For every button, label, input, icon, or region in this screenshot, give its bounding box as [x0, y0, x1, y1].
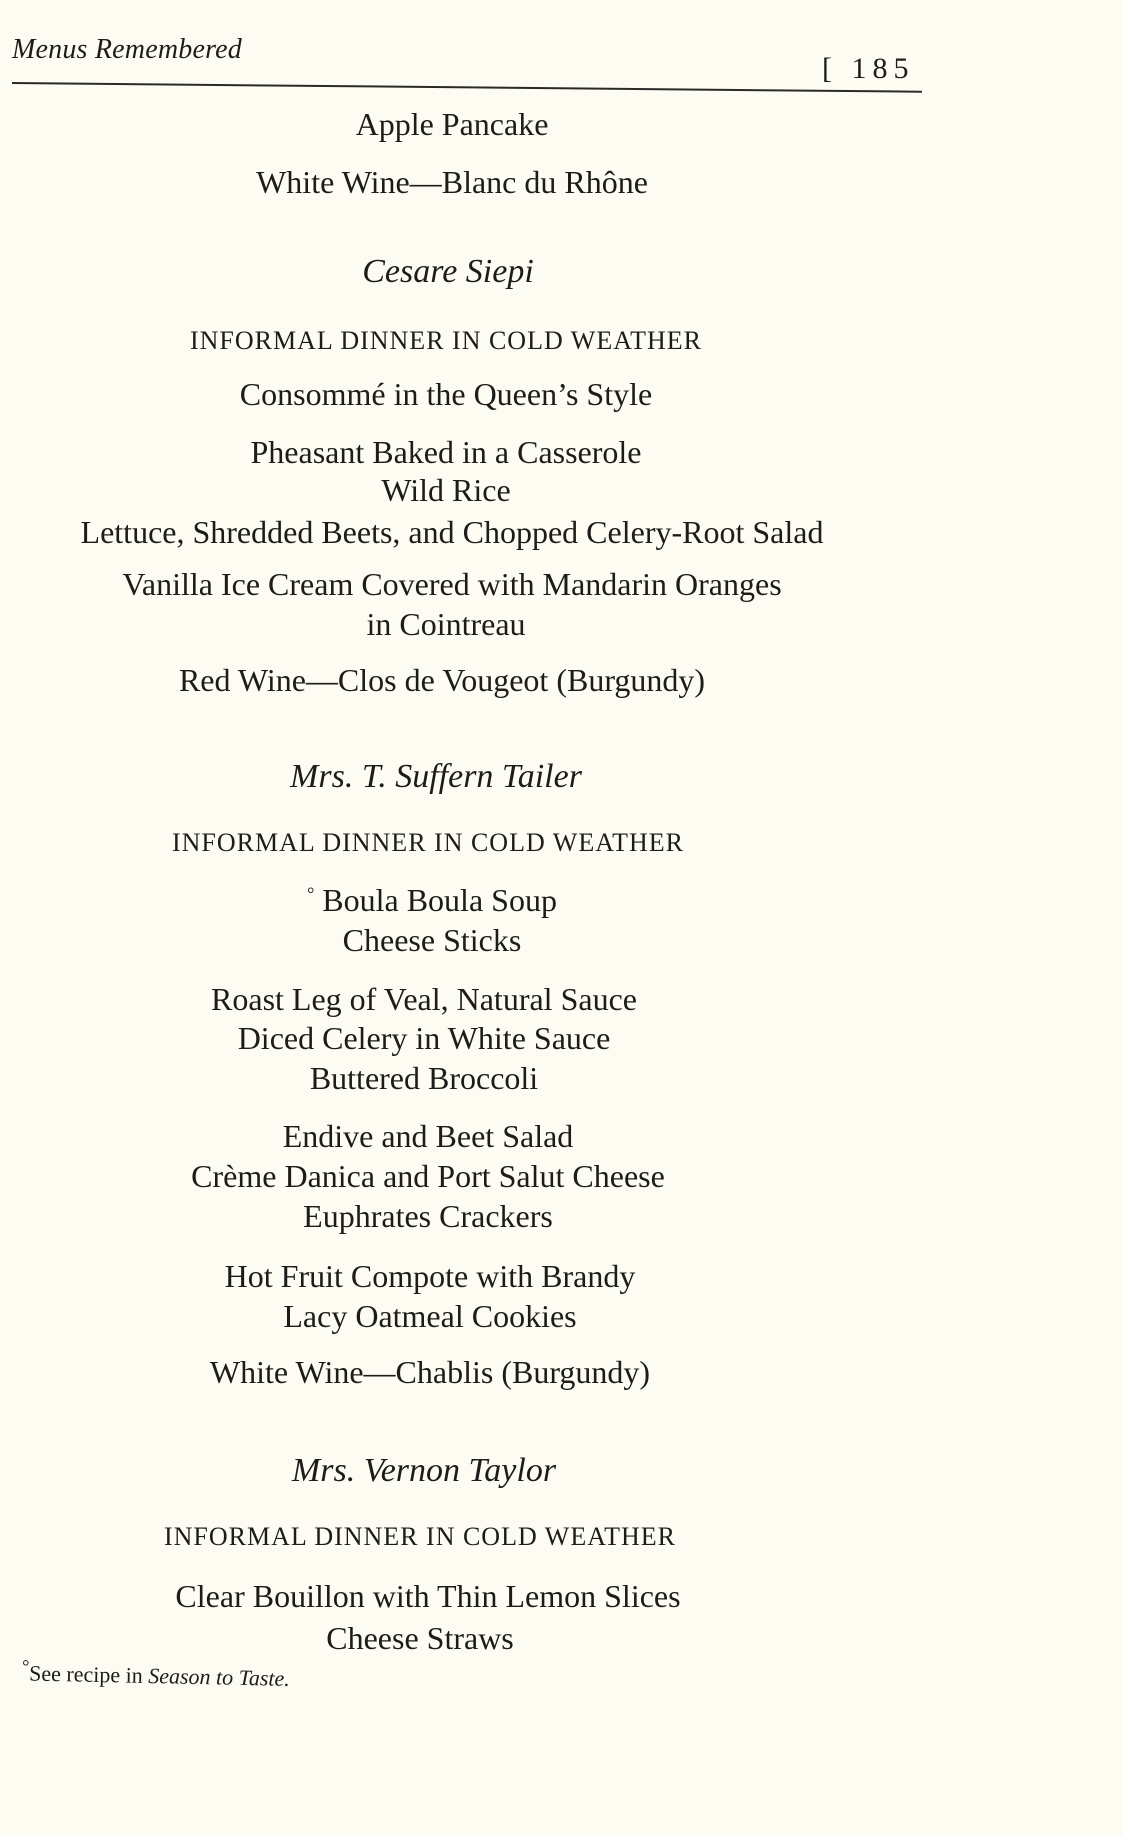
menu-item: Red Wine—Clos de Vougeot (Burgundy): [178, 662, 706, 698]
menu-item: Pheasant Baked in a Casserole: [250, 434, 642, 470]
menu-item: Clear Bouillon with Thin Lemon Slices: [175, 1578, 681, 1614]
menu-item: Roast Leg of Veal, Natural Sauce: [211, 981, 637, 1017]
footnote-text: See recipe in: [28, 1660, 144, 1688]
menu-item-wine: White Wine—Blanc du Rhône: [256, 164, 648, 200]
footnote-marker: °: [21, 1656, 30, 1677]
footnote-marker: °: [307, 883, 315, 904]
menu-occasion: INFORMAL DINNER IN COLD WEATHER: [164, 1522, 676, 1551]
menu-item: Lacy Oatmeal Cookies: [283, 1298, 577, 1334]
menu-item: Endive and Beet Salad: [282, 1118, 574, 1154]
header-rule: [12, 82, 922, 93]
menu-occasion: INFORMAL DINNER IN COLD WEATHER: [172, 828, 684, 857]
menu-item: Diced Celery in White Sauce: [237, 1020, 611, 1056]
footnote-book-title: Season to Taste.: [147, 1662, 291, 1691]
menu-item: Wild Rice: [381, 472, 511, 508]
menu-item-apple-pancake: Apple Pancake: [355, 106, 549, 142]
menu-item: Lettuce, Shredded Beets, and Chopped Celery-Root Salad: [80, 514, 824, 550]
menu-item: Hot Fruit Compote with Brandy: [224, 1258, 636, 1294]
menu-item: in Cointreau: [366, 606, 526, 642]
menu-occasion: INFORMAL DINNER IN COLD WEATHER: [190, 326, 702, 355]
menu-item: Euphrates Crackers: [303, 1198, 553, 1234]
footnote: [22, 1656, 290, 1692]
menu-item: Crème Danica and Port Salut Cheese: [191, 1158, 665, 1194]
menu-host-title: Mrs. Vernon Taylor: [291, 1452, 557, 1489]
menu-item: Cheese Sticks: [342, 922, 522, 958]
menu-item: White Wine—Chablis (Burgundy): [209, 1354, 651, 1390]
running-head: Menus Remembered: [12, 34, 242, 65]
menu-item: Buttered Broccoli: [309, 1060, 539, 1096]
menu-item-boula-boula-soup: [0, 884, 872, 916]
menu-item: Consommé in the Queen’s Style: [239, 376, 653, 412]
menu-host-title: Mrs. T. Suffern Tailer: [290, 758, 582, 795]
menu-item-text: Boula Boula Soup: [322, 882, 557, 918]
page-number: [ 185: [822, 52, 915, 85]
menu-item: Vanilla Ice Cream Covered with Mandarin Oranges: [122, 566, 782, 602]
menu-item: Cheese Straws: [326, 1620, 514, 1656]
menu-host-title: Cesare Siepi: [362, 253, 534, 290]
